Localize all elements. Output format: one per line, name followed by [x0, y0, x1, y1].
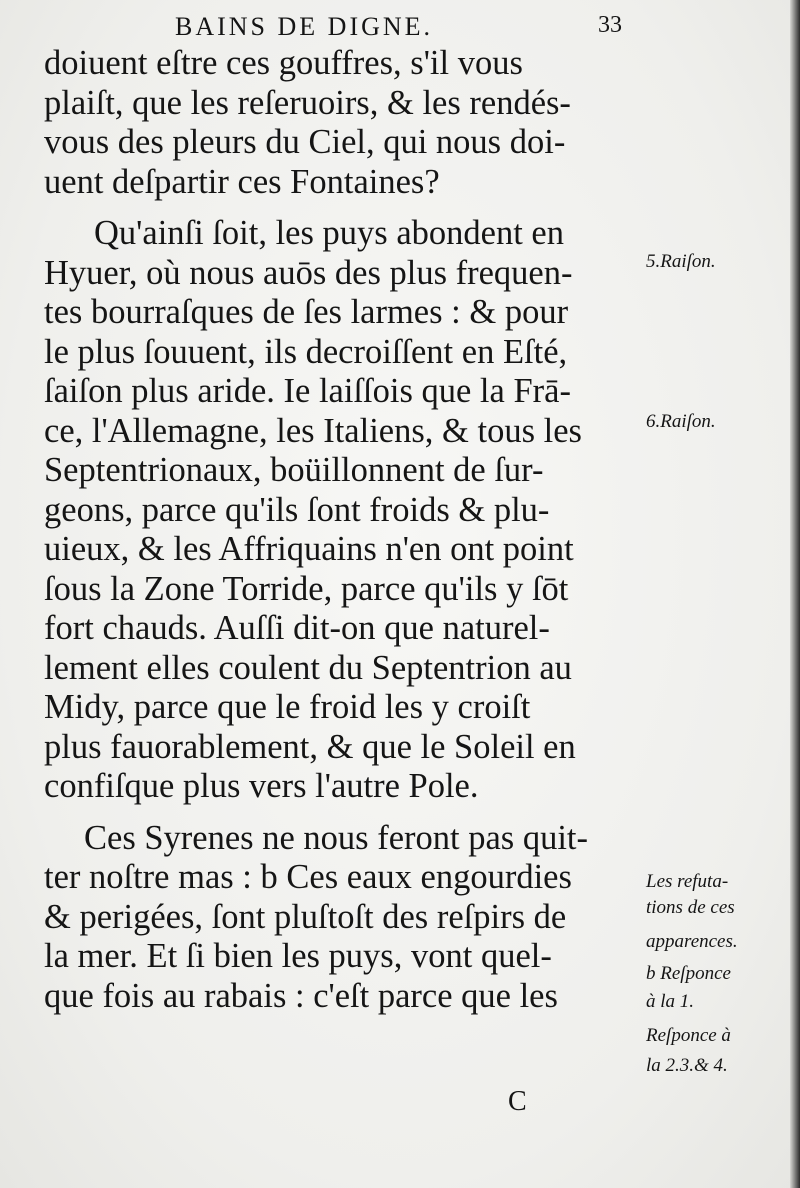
text-line: Hyuer, où nous auōs des plus frequen- — [44, 253, 573, 292]
text-line: uieux, & les Affriquains n'en ont point — [44, 530, 574, 568]
running-head: BAINS DE DIGNE. — [175, 12, 434, 41]
text-line: plaiſt, que les reſeruoirs, & les rendés- — [44, 83, 571, 122]
text-line: fort chauds. Auſſi dit-on que naturel- — [44, 609, 550, 647]
text-line: Ces Syrenes ne nous feront pas quit- — [84, 818, 588, 857]
margin-note: tions de ces — [646, 897, 735, 918]
text-line: plus fauorablement, & que le Soleil en — [44, 727, 576, 766]
text-line: tes bourraſques de ſes larmes : & pour — [44, 293, 569, 331]
text-line: uent deſpartir ces Fontaines? — [44, 162, 440, 201]
text-line: confiſque plus vers l'autre Pole. — [44, 767, 479, 805]
margin-note: à la 1. — [646, 991, 695, 1012]
text-line: vous des pleurs du Ciel, qui nous doi- — [44, 123, 566, 161]
page-edge-shadow — [790, 0, 800, 1188]
text-line: ce, l'Allemagne, les Italiens, & tous les — [44, 411, 582, 450]
margin-note: Reſponce à — [646, 1025, 731, 1046]
text-line: Septentrionaux, boüillonnent de ſur- — [44, 451, 544, 489]
text-line: Qu'ainſi ſoit, les puys abondent en — [94, 214, 564, 252]
margin-note: 5.Raiſon. — [646, 251, 716, 272]
margin-note: apparences. — [646, 931, 738, 952]
margin-note: Les refuta- — [646, 871, 729, 892]
text-line: la mer. Et ſi bien les puys, vont quel- — [44, 937, 552, 975]
page-number: 33 — [598, 12, 622, 38]
main-text-block — [44, 44, 634, 1016]
text-line: que fois au rabais : c'eſt parce que les — [44, 976, 558, 1015]
text-line: ſaiſon plus aride. Ie laiſſois que la Frā- — [44, 372, 571, 410]
catchword: C — [508, 1086, 527, 1117]
text-line: ſous la Zone Torride, parce qu'ils y ſōt — [44, 569, 569, 608]
text-line: Midy, parce que le froid les y croiſt — [44, 688, 531, 726]
text-line: le plus ſouuent, ils decroiſſent en Eſté, — [44, 332, 568, 371]
text-line: geons, parce qu'ils ſont froids & plu- — [44, 490, 550, 529]
margin-note: b Reſponce — [646, 963, 731, 984]
margin-note: 6.Raiſon. — [646, 411, 716, 432]
text-line: ter noſtre mas : b Ces eaux engourdies — [44, 858, 572, 896]
text-line: doiuent eſtre ces gouffres, s'il vous — [44, 44, 523, 82]
text-line: & perigées, ſont pluſtoſt des reſpirs de — [44, 897, 567, 936]
page-header — [0, 8, 800, 48]
text-line: lement elles coulent du Septentrion au — [44, 648, 572, 687]
margin-note: la 2.3.& 4. — [646, 1055, 728, 1076]
